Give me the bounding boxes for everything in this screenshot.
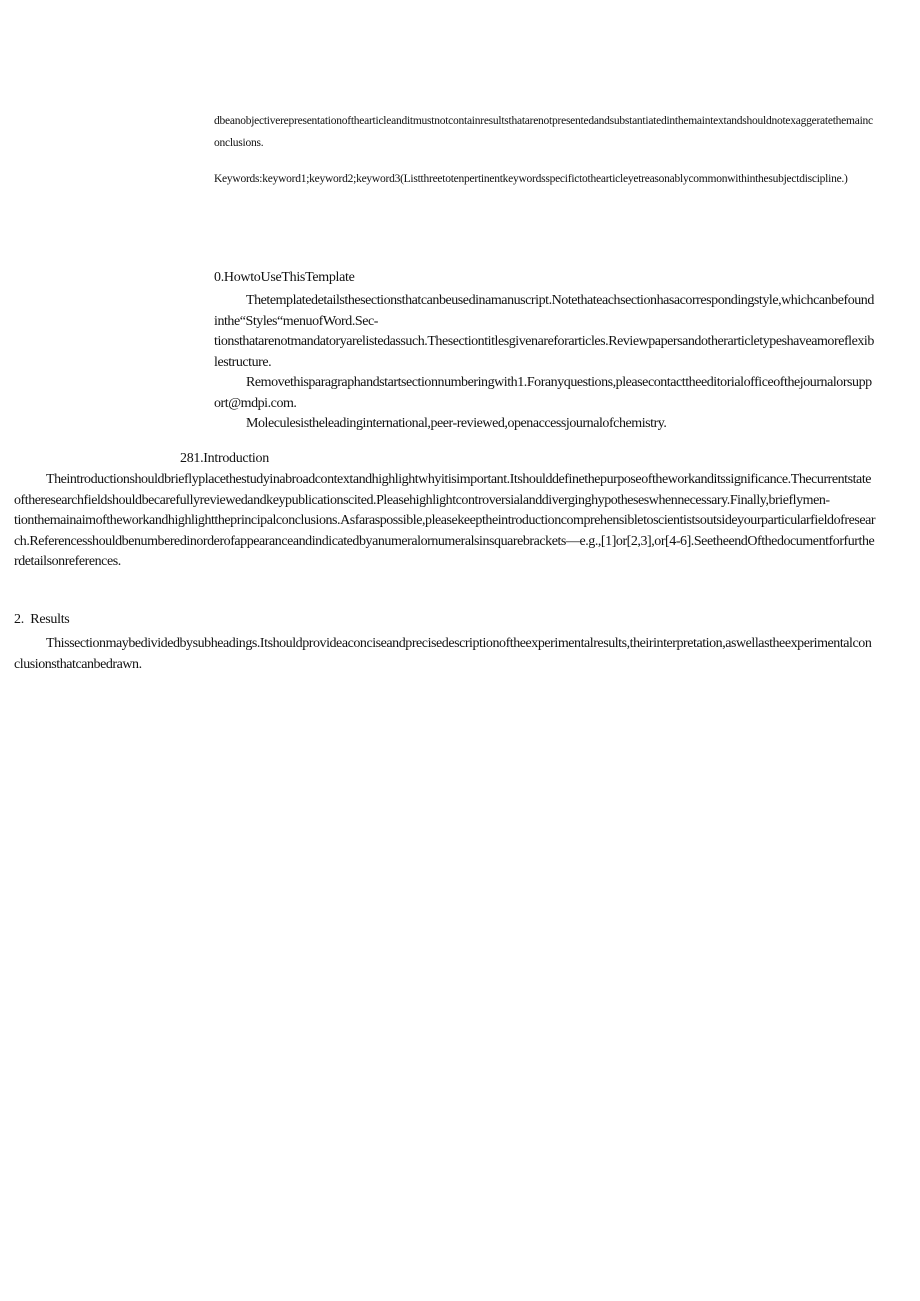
section-0-body bbox=[214, 291, 874, 435]
section-1-body bbox=[14, 470, 876, 573]
keywords-text: Keywords:keyword1;keyword2;keyword3(Listthreetotenpertinentkeywordsspecifictothearticleyetreasonablycommonwithinthesubjectdiscipline.) bbox=[214, 173, 848, 185]
section-2-body bbox=[14, 634, 876, 675]
section-0-paragraph-2: Removethisparagraphandstartsectionnumberingwith1.Foranyquestions,pleasecontacttheeditorialofficeofthejournalorsupport@mdpi.com. bbox=[214, 375, 872, 411]
section-2-heading: 2. Results bbox=[14, 612, 70, 627]
abstract-text: dbeanobjectiverepresentationofthearticleanditmustnotcontainresultsthatarenotpresentedandsubstantiatedinthemaintextandshouldnotexaggeratethemainconclusions. bbox=[214, 115, 873, 149]
introduction-paragraph-2: tionthemainaimoftheworkandhighlighttheprincipalconclusions.Asfaraspossible,pleasekeeptheintroductioncomprehensibletoscientistsoutsideyourparticularfieldofresearch.Referencesshouldbenumberedinorderofappearanceandindicatedbyanumeralornumeralsinsquarebrackets—e.g.,[1]or[2,3],or[4-6].SeetheendOfthedocumentforfurtherdetailsonreferences. bbox=[14, 513, 876, 569]
abstract-tail bbox=[214, 110, 875, 154]
section-0-paragraph-1a: Thetemplatedetailsthesectionsthatcanbeusedinamanuscript.Notethateachsectionhasacorrespondingstyle,whichcanbefoundinthe“Styles“menuofWord.Sec- bbox=[214, 293, 874, 329]
section-0-paragraph-3: Moleculesistheleadinginternational,peer-reviewed,openaccessjournalofchemistry. bbox=[246, 416, 667, 431]
section-0-paragraph-1b: tionsthatarenotmandatoryarelistedassuch.Thesectiontitlesgivenareforarticles.Reviewpapersandotherarticletypeshaveamoreflexiblestructure. bbox=[214, 334, 874, 370]
introduction-paragraph-1: Theintroductionshouldbrieflyplacethestudyinabroadcontextandhighlightwhyitisimportant.Itshoulddefinethepurposeoftheworkanditssignificance.Thecurrentstateoftheresearchfieldshouldbecarefullyreviewedandkeypublicationscited.Pleasehighlightcontroversialanddiverginghypotheseswhennecessary.Finally,brieflymen- bbox=[14, 472, 872, 508]
keywords-block bbox=[214, 168, 875, 190]
section-0-heading: 0.HowtoUseThisTemplate bbox=[214, 270, 355, 285]
results-paragraph: Thissectionmaybedividedbysubheadings.Itshouldprovideaconciseandprecisedescriptionoftheexperimentalresults,theirinterpretation,aswellastheexperimentalconclusionsthatcanbedrawn. bbox=[14, 636, 872, 672]
section-1-heading: 281.Introduction bbox=[180, 451, 269, 466]
